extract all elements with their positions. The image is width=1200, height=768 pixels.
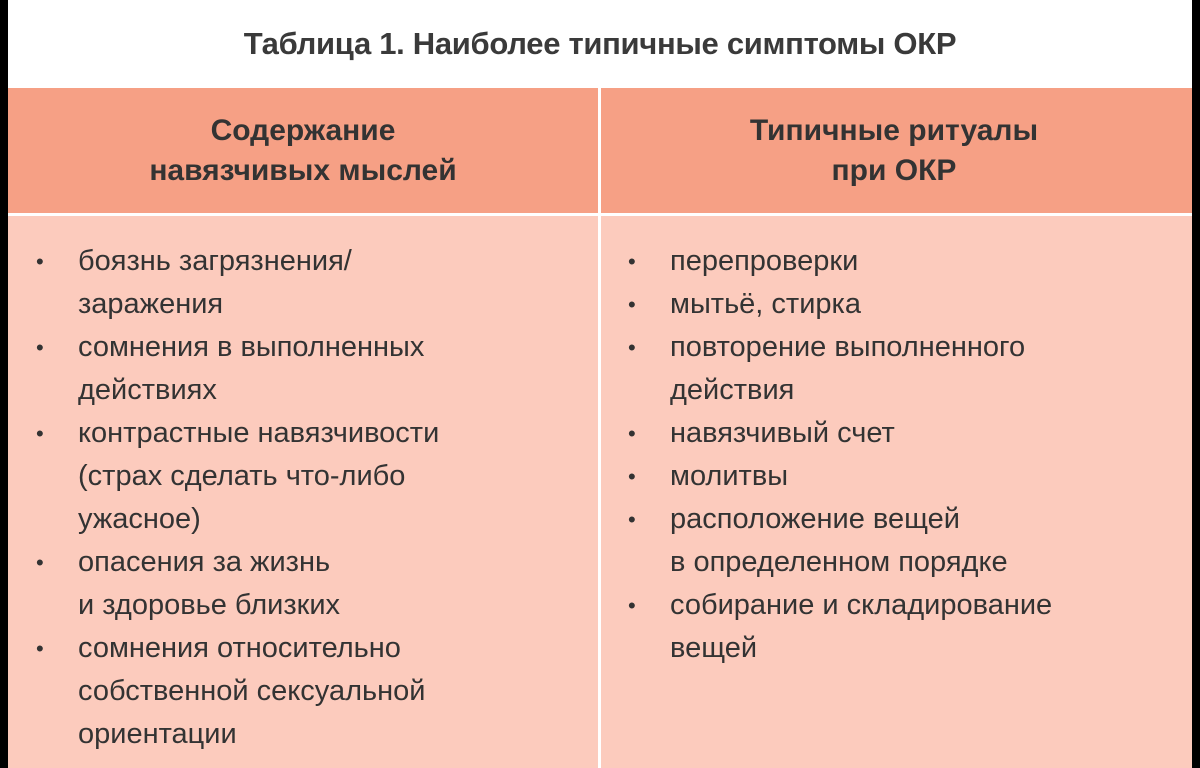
bullet-icon: • (36, 249, 44, 274)
bullet-icon: • (36, 636, 44, 661)
header-line: навязчивых мыслей (149, 153, 457, 187)
list-item-line: собирание и складирование (670, 589, 1053, 621)
bullet-icon: • (628, 249, 636, 274)
list-item-line: действиях (78, 374, 217, 406)
list-item-line: действия (670, 374, 795, 406)
list-item-line: контрастные навязчивости (78, 417, 440, 449)
list-item-line: расположение вещей (670, 503, 960, 535)
list-item-line: (страх сделать что-либо (78, 460, 406, 492)
thoughts-list (36, 240, 576, 756)
list-item-line: в определенном порядке (670, 546, 1008, 578)
bullet-icon: • (36, 421, 44, 446)
thought-item (36, 240, 576, 326)
thought-item (36, 627, 576, 756)
list-item-line: сомнения в выполненных (78, 331, 425, 363)
list-item-line: навязчивый счет (670, 417, 895, 449)
ritual-item (628, 412, 1178, 455)
list-item-line: перепроверки (670, 245, 859, 277)
ritual-item (628, 498, 1178, 584)
list-item-line: боязнь загрязнения/ (78, 245, 352, 277)
ritual-item (628, 326, 1178, 412)
header-line: Содержание (210, 113, 396, 147)
bullet-icon: • (628, 335, 636, 360)
list-item-line: вещей (670, 632, 758, 664)
table-caption: Таблица 1. Наиболее типичные симптомы ОКР (8, 0, 1192, 88)
list-item-line: собственной сексуальной (78, 675, 426, 707)
ritual-item (628, 455, 1178, 498)
list-item-line: заражения (78, 288, 224, 320)
header-cell-rituals (598, 88, 1190, 213)
list-item-line: повторение выполненного (670, 331, 1026, 363)
header-line: Типичные ритуалы (749, 113, 1039, 147)
bullet-icon: • (628, 507, 636, 532)
bullet-icon: • (36, 335, 44, 360)
ritual-item (628, 283, 1178, 326)
header-cell-thoughts (8, 88, 598, 213)
list-item-line: ориентации (78, 718, 237, 750)
list-item-line: мытьё, стирка (670, 288, 861, 320)
thoughts-column (36, 240, 576, 756)
list-item-line: ужасное) (78, 503, 201, 535)
bullet-icon: • (628, 292, 636, 317)
column-divider (598, 88, 601, 768)
thought-item (36, 326, 576, 412)
rituals-list (628, 240, 1178, 670)
list-item-line: и здоровье близких (78, 589, 341, 621)
ritual-item (628, 584, 1178, 670)
thought-item (36, 541, 576, 627)
bullet-icon: • (36, 550, 44, 575)
list-item-line: опасения за жизнь (78, 546, 331, 578)
thought-item (36, 412, 576, 541)
table-frame (8, 0, 1192, 768)
bullet-icon: • (628, 464, 636, 489)
list-item-line: сомнения относительно (78, 632, 401, 664)
ritual-item (628, 240, 1178, 283)
bullet-icon: • (628, 421, 636, 446)
rituals-column (628, 240, 1178, 670)
list-item-line: молитвы (670, 460, 789, 492)
header-line: при ОКР (831, 153, 957, 187)
bullet-icon: • (628, 593, 636, 618)
